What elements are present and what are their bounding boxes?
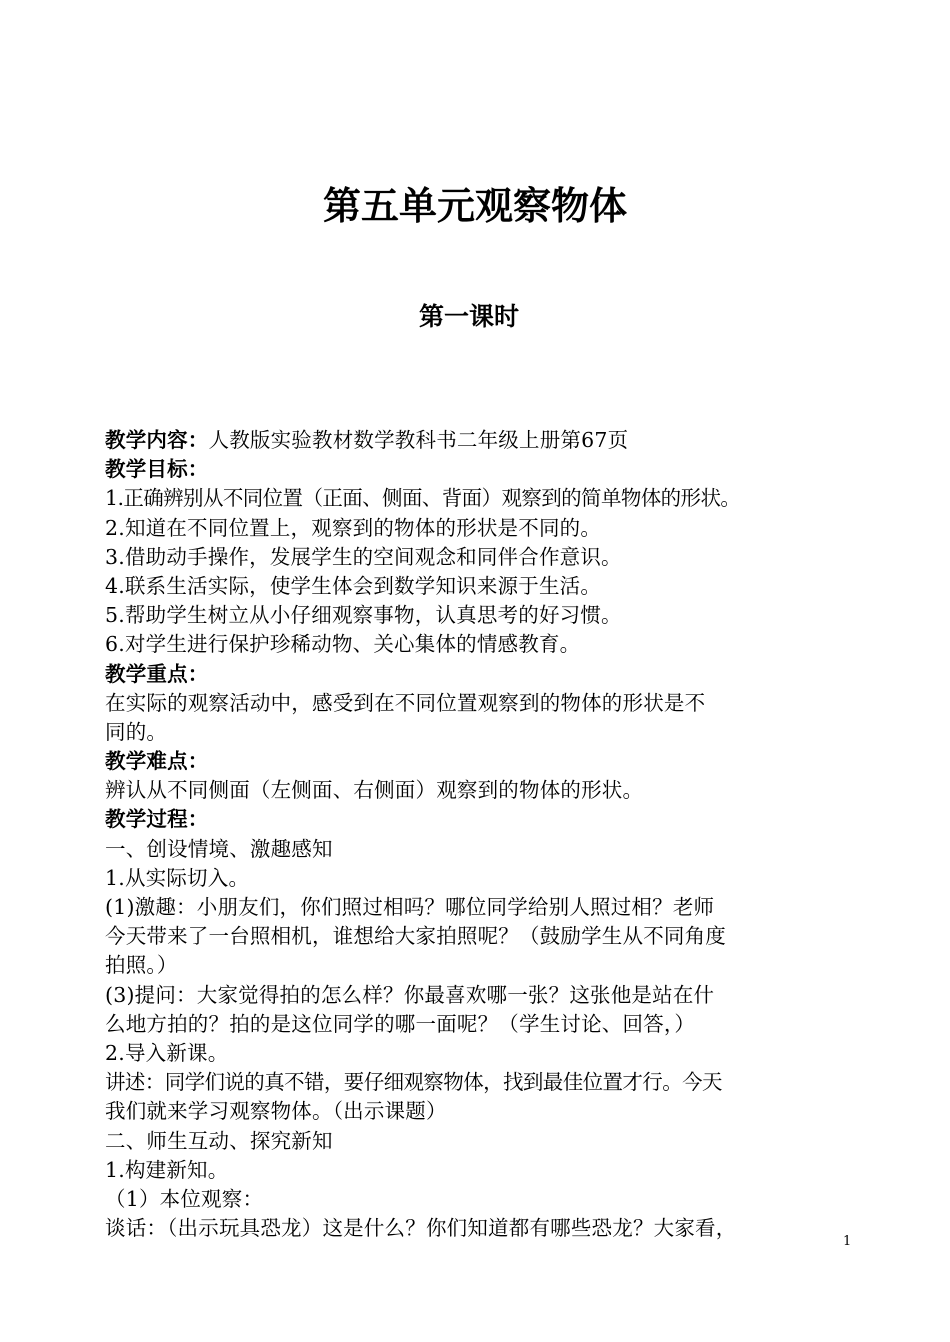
process-line: 讲述：同学们说的真不错，要仔细观察物体，找到最佳位置才行。今天: [105, 1070, 722, 1095]
process-label: 教学过程：: [105, 807, 209, 832]
goal-item: 3.借助动手操作，发展学生的空间观念和同伴合作意识。: [105, 544, 622, 569]
difficulty-label: 教学难点：: [105, 749, 209, 774]
page-number: 1: [843, 1234, 852, 1249]
process-line: 今天带来了一台照相机，谁想给大家拍照呢？（鼓励学生从不同角度: [105, 924, 726, 949]
process-line: 1.构建新知。: [105, 1157, 229, 1182]
process-line: 二、师生互动、探究新知: [105, 1128, 333, 1153]
difficulty-text: 辨认从不同侧面（左侧面、右侧面）观察到的物体的形状。: [105, 778, 644, 803]
process-line: （1）本位观察：: [105, 1186, 264, 1211]
content-text: 人教版实验教材数学教科书二年级上册第67页: [208, 428, 629, 452]
lesson-subtitle: 第一课时: [418, 302, 519, 331]
process-line: (3)提问：大家觉得拍的怎么样？你最喜欢哪一张？这张他是站在什: [105, 982, 715, 1007]
key-points-text: 在实际的观察活动中，感受到在不同位置观察到的物体的形状是不: [105, 690, 706, 715]
goal-item: 4.联系生活实际，使学生体会到数学知识来源于生活。: [105, 573, 602, 598]
goal-item: 2.知道在不同位置上，观察到的物体的形状是不同的。: [105, 515, 602, 540]
key-points-text: 同的。: [105, 719, 168, 744]
goal-item: 5.帮助学生树立从小仔细观察事物，认真思考的好习惯。: [105, 603, 622, 628]
process-line: 拍照。）: [105, 953, 178, 978]
goals-label: 教学目标：: [105, 457, 209, 482]
process-line: 2.导入新课。: [105, 1040, 229, 1065]
process-line: 一、创设情境、激趣感知: [105, 836, 333, 861]
process-line: (1)激趣：小朋友们，你们照过相吗？哪位同学给别人照过相？老师: [105, 895, 715, 919]
process-line: 我们就来学习观察物体。（出示课题）: [105, 1099, 447, 1124]
goal-item: 6.对学生进行保护珍稀动物、关心集体的情感教育。: [105, 632, 581, 657]
process-line: 1.从实际切入。: [105, 865, 250, 890]
page-title: 第五单元观察物体: [322, 184, 627, 228]
content-label: 教学内容：: [105, 428, 209, 452]
document-body: [105, 426, 885, 1243]
goal-item: 1.正确辨别从不同位置（正面、侧面、背面）观察到的简单物体的形状。: [105, 486, 741, 511]
process-line: 谈话：（出示玩具恐龙）这是什么？你们知道都有哪些恐龙？大家看，: [105, 1216, 737, 1241]
process-line: 么地方拍的？拍的是这位同学的哪一面呢？（学生讨论、回答，）: [105, 1011, 696, 1036]
key-points-label: 教学重点：: [105, 661, 209, 686]
content-line: [105, 426, 885, 455]
